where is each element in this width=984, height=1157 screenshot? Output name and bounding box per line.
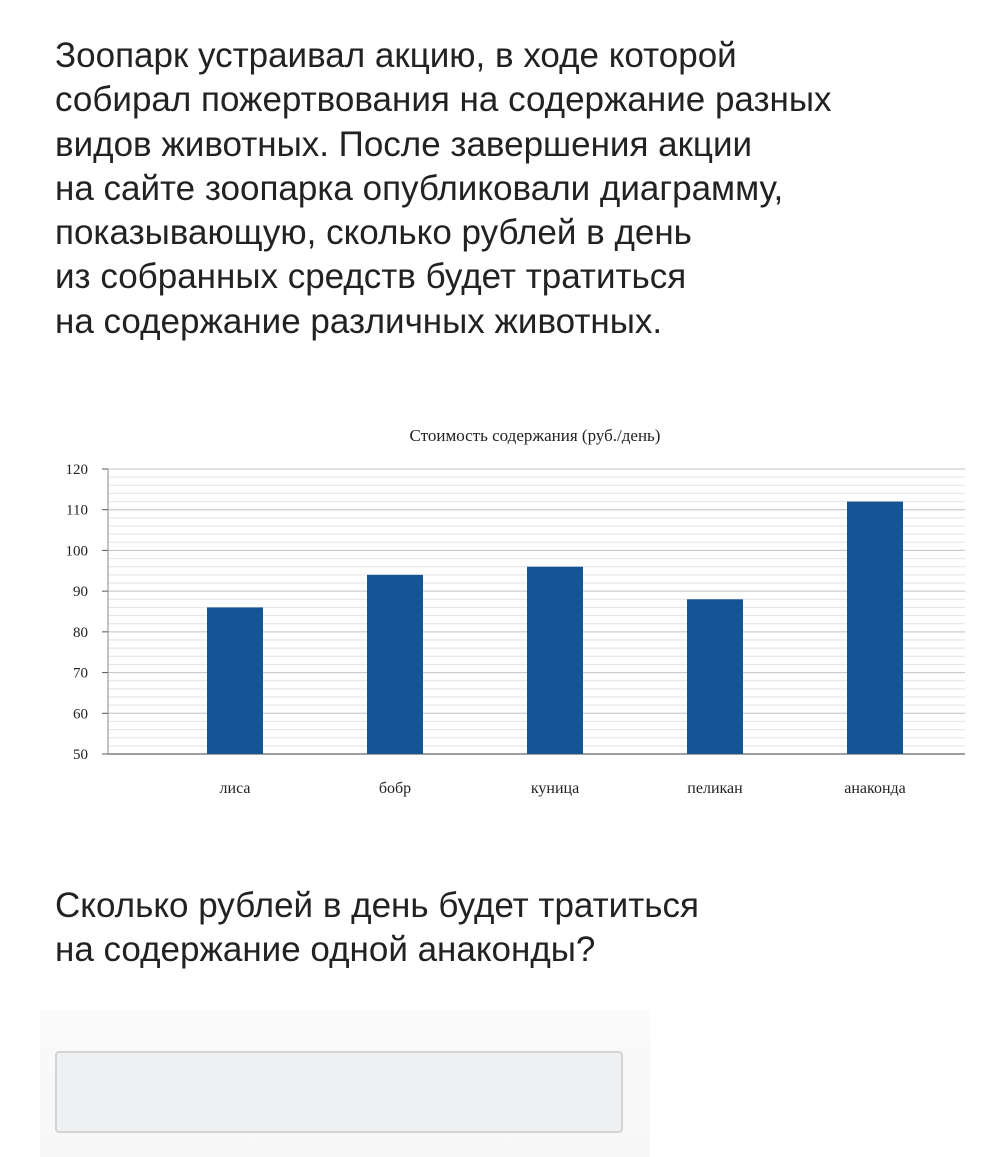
task-text	[55, 34, 955, 344]
y-tick-label: 100	[65, 543, 88, 560]
question-line: на содержание одной анаконды?	[55, 930, 596, 969]
chart-title: Стоимость содержания (руб./день)	[409, 426, 661, 445]
bar-1	[207, 607, 263, 754]
bar-2	[367, 575, 423, 754]
bar-chart	[0, 415, 984, 815]
y-tick-label: 50	[73, 747, 88, 763]
bar-3	[527, 567, 583, 754]
task-line: собирал пожертвования на содержание разных	[55, 80, 832, 120]
task-line: показывающую, сколько рублей в день	[55, 213, 692, 253]
x-tick-label: бобр	[378, 780, 412, 797]
y-tick-label: 120	[65, 462, 88, 478]
task-line: на содержание различных животных.	[55, 301, 663, 341]
y-tick-label: 70	[73, 665, 88, 682]
answer-input[interactable]	[55, 1051, 623, 1133]
bar-4	[687, 599, 743, 754]
task-line: на сайте зоопарка опубликовали диаграмму,	[55, 168, 784, 208]
x-tick-label: анаконда	[844, 780, 906, 797]
y-tick-label: 90	[73, 584, 88, 601]
task-line: видов животных. После завершения акции	[55, 124, 753, 164]
x-tick-label: пеликан	[687, 780, 743, 797]
bar-5	[847, 502, 903, 754]
task-line: Зоопарк устраивал акцию, в ходе которой	[55, 36, 737, 75]
task-line: из собранных средств будет тратиться	[55, 257, 687, 297]
x-tick-label: куница	[530, 780, 580, 797]
question-line: Сколько рублей в день будет тратиться	[55, 886, 699, 925]
y-tick-label: 60	[73, 706, 88, 723]
y-tick-label: 80	[73, 624, 88, 641]
question-text	[55, 884, 955, 972]
x-tick-label: лиса	[219, 780, 251, 797]
y-tick-label: 110	[66, 502, 88, 519]
